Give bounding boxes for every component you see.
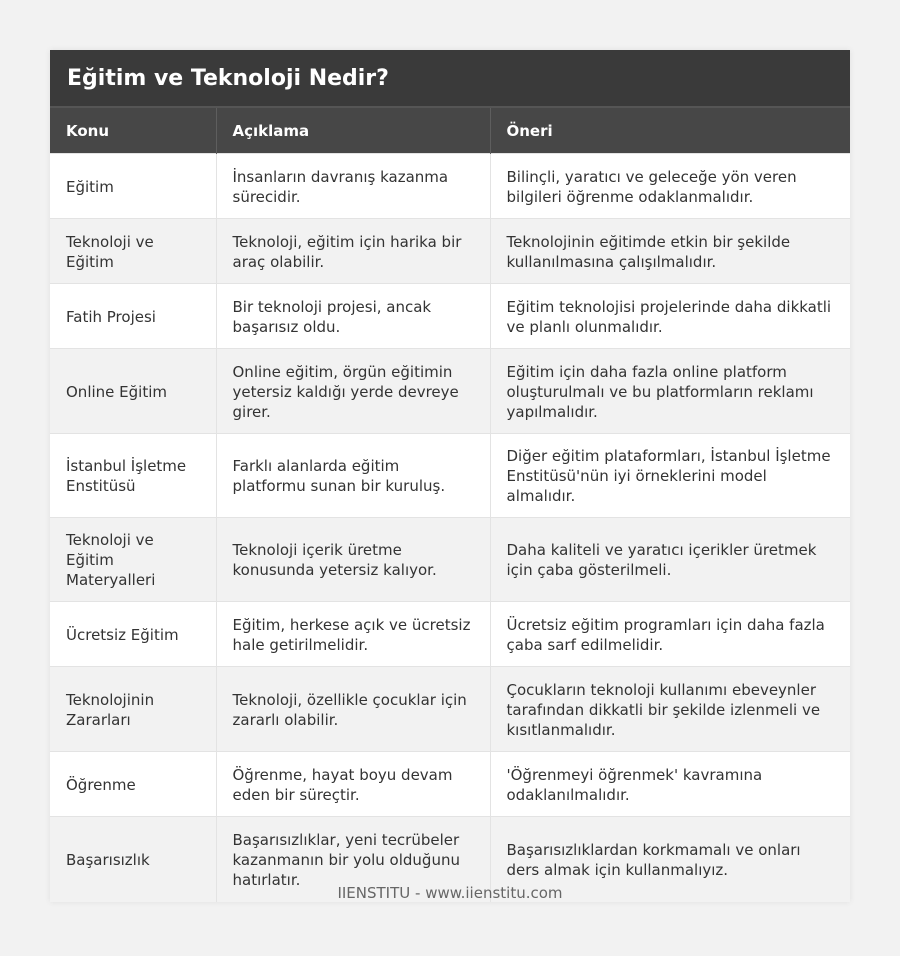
column-header-konu: Konu xyxy=(50,108,216,154)
table-header-row xyxy=(50,108,850,154)
table-row xyxy=(50,219,850,284)
page-title: Eğitim ve Teknoloji Nedir? xyxy=(67,65,389,91)
table-row xyxy=(50,154,850,219)
cell-aciklama: Eğitim, herkese açık ve ücretsiz hale getirilmelidir. xyxy=(216,602,490,667)
cell-konu: Teknoloji ve Eğitim Materyalleri xyxy=(50,518,216,602)
table-card xyxy=(50,50,850,902)
cell-konu: Teknolojinin Zararları xyxy=(50,667,216,752)
column-header-oneri: Öneri xyxy=(490,108,850,154)
table-row xyxy=(50,602,850,667)
data-table xyxy=(50,108,850,902)
cell-aciklama: Öğrenme, hayat boyu devam eden bir süreçtir. xyxy=(216,752,490,817)
cell-konu: Fatih Projesi xyxy=(50,284,216,349)
cell-konu: İstanbul İşletme Enstitüsü xyxy=(50,434,216,518)
cell-oneri: 'Öğrenmeyi öğrenmek' kavramına odaklanılmalıdır. xyxy=(490,752,850,817)
cell-konu: Teknoloji ve Eğitim xyxy=(50,219,216,284)
table-row xyxy=(50,349,850,434)
footer-credit: IIENSTITU - www.iienstitu.com xyxy=(337,884,563,902)
cell-aciklama: Farklı alanlarda eğitim platformu sunan bir kuruluş. xyxy=(216,434,490,518)
cell-aciklama: İnsanların davranış kazanma sürecidir. xyxy=(216,154,490,219)
cell-konu: Online Eğitim xyxy=(50,349,216,434)
column-header-aciklama: Açıklama xyxy=(216,108,490,154)
cell-oneri: Eğitim teknolojisi projelerinde daha dikkatli ve planlı olunmalıdır. xyxy=(490,284,850,349)
table-row xyxy=(50,284,850,349)
cell-aciklama: Online eğitim, örgün eğitimin yetersiz kaldığı yerde devreye girer. xyxy=(216,349,490,434)
title-bar xyxy=(50,50,850,108)
cell-oneri: Ücretsiz eğitim programları için daha fazla çaba sarf edilmelidir. xyxy=(490,602,850,667)
cell-aciklama: Teknoloji içerik üretme konusunda yetersiz kalıyor. xyxy=(216,518,490,602)
cell-oneri: Diğer eğitim plataformları, İstanbul İşletme Enstitüsü'nün iyi örneklerini model almalıdır. xyxy=(490,434,850,518)
cell-oneri: Başarısızlıklardan korkmamalı ve onları ders almak için kullanmalıyız. xyxy=(490,817,850,902)
cell-aciklama: Teknoloji, özellikle çocuklar için zararlı olabilir. xyxy=(216,667,490,752)
cell-oneri: Eğitim için daha fazla online platform oluşturulmalı ve bu platformların reklamı yapılmalıdır. xyxy=(490,349,850,434)
cell-oneri: Çocukların teknoloji kullanımı ebeveynler tarafından dikkatli bir şekilde izlenmeli ve kısıtlanmalıdır. xyxy=(490,667,850,752)
cell-oneri: Bilinçli, yaratıcı ve geleceğe yön veren bilgileri öğrenme odaklanmalıdır. xyxy=(490,154,850,219)
table-row xyxy=(50,667,850,752)
cell-aciklama: Başarısızlıklar, yeni tecrübeler kazanmanın bir yolu olduğunu hatırlatır. xyxy=(216,817,490,902)
cell-oneri: Teknolojinin eğitimde etkin bir şekilde kullanılmasına çalışılmalıdır. xyxy=(490,219,850,284)
table-row xyxy=(50,518,850,602)
cell-aciklama: Teknoloji, eğitim için harika bir araç olabilir. xyxy=(216,219,490,284)
cell-oneri: Daha kaliteli ve yaratıcı içerikler üretmek için çaba gösterilmeli. xyxy=(490,518,850,602)
cell-aciklama: Bir teknoloji projesi, ancak başarısız oldu. xyxy=(216,284,490,349)
cell-konu: Ücretsiz Eğitim xyxy=(50,602,216,667)
cell-konu: Başarısızlık xyxy=(50,817,216,902)
table-row xyxy=(50,434,850,518)
cell-konu: Eğitim xyxy=(50,154,216,219)
cell-konu: Öğrenme xyxy=(50,752,216,817)
table-row xyxy=(50,752,850,817)
